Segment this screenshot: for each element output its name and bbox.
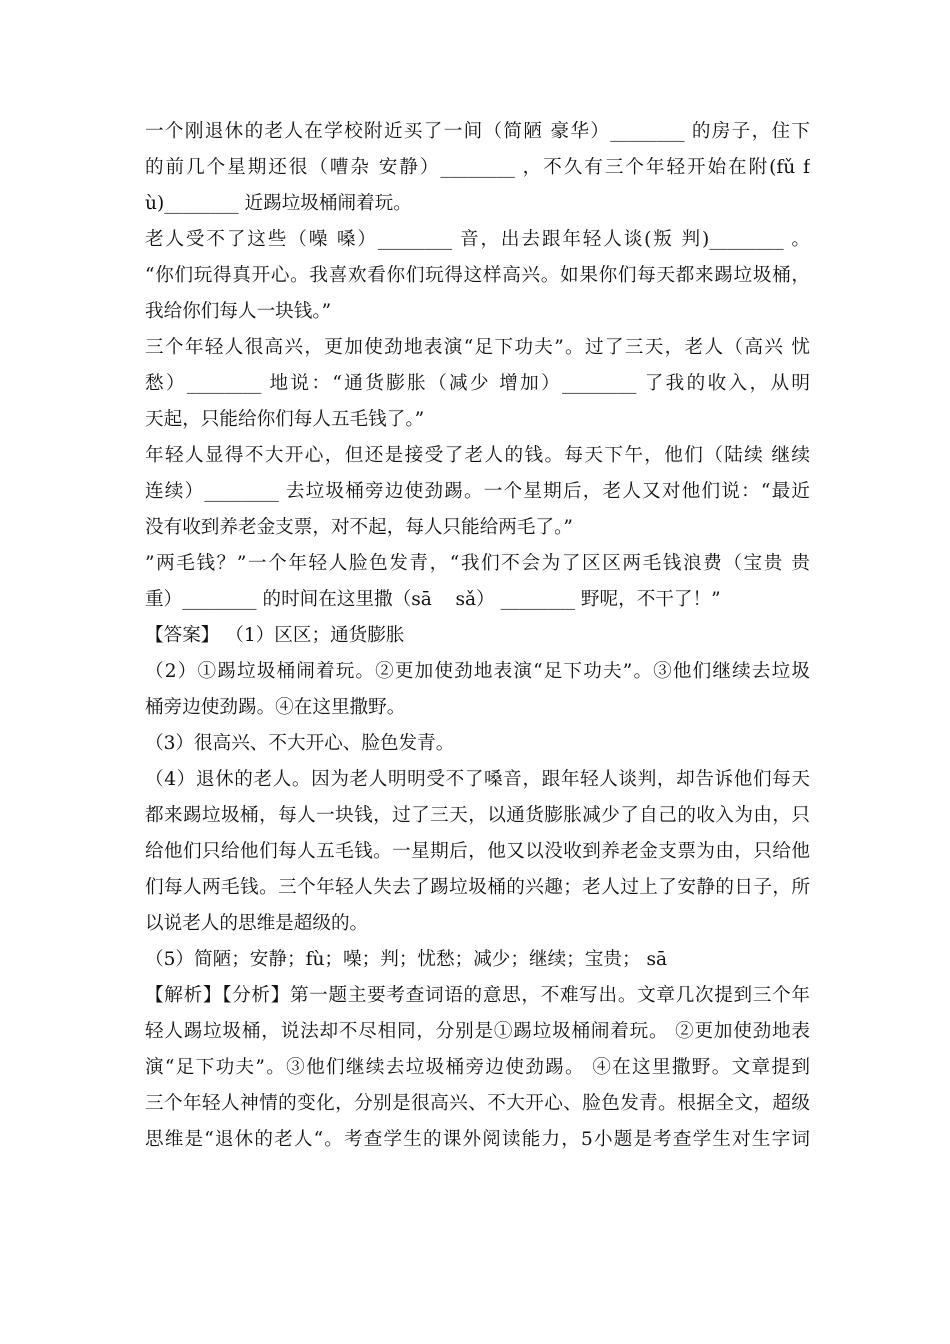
text-line: 年轻人显得不大开心，但还是接受了老人的钱。每天下午，他们（陆续 继续 bbox=[145, 445, 810, 466]
text-line: 演“足下功夫”。③他们继续去垃圾桶旁边使劲踢。 ④在这里撒野。文章提到 bbox=[145, 1057, 810, 1078]
document-body bbox=[145, 114, 810, 1158]
text-line: 【答案】 （1）区区；通货膨胀 bbox=[145, 625, 405, 646]
text-line: 给他们只给他们每人五毛钱。一星期后，他又以没收到养老金支票为由，只给他 bbox=[145, 841, 810, 862]
text-line: 我给你们每人一块钱。” bbox=[145, 301, 332, 322]
text-line: 没有收到养老金支票，对不起，每人只能给两毛了。” bbox=[145, 517, 573, 538]
text-line: 的前几个星期还很（嘈杂 安静）________ ，不久有三个年轻开始在附(fǔ f bbox=[145, 157, 810, 178]
text-line: （4）退休的老人。因为老人明明受不了嗓音，跟年轻人谈判，却告诉他们每天 bbox=[145, 769, 810, 790]
text-line: 老人受不了这些（噪 嗓）________ 音，出去跟年轻人谈(叛 判)________ 。 bbox=[145, 229, 810, 250]
text-line: 三个年轻人神情的变化，分别是很高兴、不大开心、脸色发青。根据全文，超级 bbox=[145, 1093, 810, 1114]
text-line: 轻人踢垃圾桶，说法却不尽相同，分别是①踢垃圾桶闹着玩。 ②更加使劲地表 bbox=[145, 1021, 810, 1042]
text-line: 以说老人的思维是超级的。 bbox=[145, 913, 369, 934]
text-line: 愁）________ 地说：“通货膨胀（减少 增加）________ 了我的收入，从明 bbox=[145, 373, 810, 394]
text-line: 【解析】【分析】第一题主要考查词语的意思，不难写出。文章几次提到三个年 bbox=[145, 985, 810, 1006]
text-line: 连续）________ 去垃圾桶旁边使劲踢。一个星期后，老人又对他们说：“最近 bbox=[145, 481, 810, 502]
text-line: 天起，只能给你们每人五毛钱了。” bbox=[145, 409, 425, 430]
text-line: 都来踢垃圾桶，每人一块钱，过了三天，以通货膨胀减少了自己的收入为由，只 bbox=[145, 805, 810, 826]
text-line: 思维是“退休的老人“。考查学生的课外阅读能力，5小题是考查学生对生字词 bbox=[145, 1129, 810, 1150]
text-line: 们每人两毛钱。三个年轻人失去了踢垃圾桶的兴趣；老人过上了安静的日子，所 bbox=[145, 877, 810, 898]
text-line: （2）①踢垃圾桶闹着玩。②更加使劲地表演“足下功夫”。③他们继续去垃圾 bbox=[145, 661, 810, 682]
text-line: （3）很高兴、不大开心、脸色发青。 bbox=[145, 733, 455, 754]
text-line: ù)________ 近踢垃圾桶闹着玩。 bbox=[145, 193, 412, 214]
text-line: “你们玩得真开心。我喜欢看你们玩得这样高兴。如果你们每天都来踢垃圾桶， bbox=[145, 265, 810, 286]
text-line: （5）简陋；安静；fù；噪；判；忧愁；减少；继续；宝贵； sā bbox=[145, 949, 668, 970]
text-line: 桶旁边使劲踢。④在这里撒野。 bbox=[145, 697, 406, 718]
text-line: 一个刚退休的老人在学校附近买了一间（简陋 豪华）________ 的房子，住下 bbox=[145, 121, 810, 142]
text-line: 三个年轻人很高兴，更加使劲地表演“足下功夫”。过了三天，老人（高兴 忧 bbox=[145, 337, 810, 358]
text-line: ”两毛钱？”一个年轻人脸色发青，“我们不会为了区区两毛钱浪费（宝贵 贵 bbox=[145, 553, 810, 574]
text-line: 重）________ 的时间在这里撒（sā sǎ） ________ 野呢，不干了！” bbox=[145, 589, 721, 610]
